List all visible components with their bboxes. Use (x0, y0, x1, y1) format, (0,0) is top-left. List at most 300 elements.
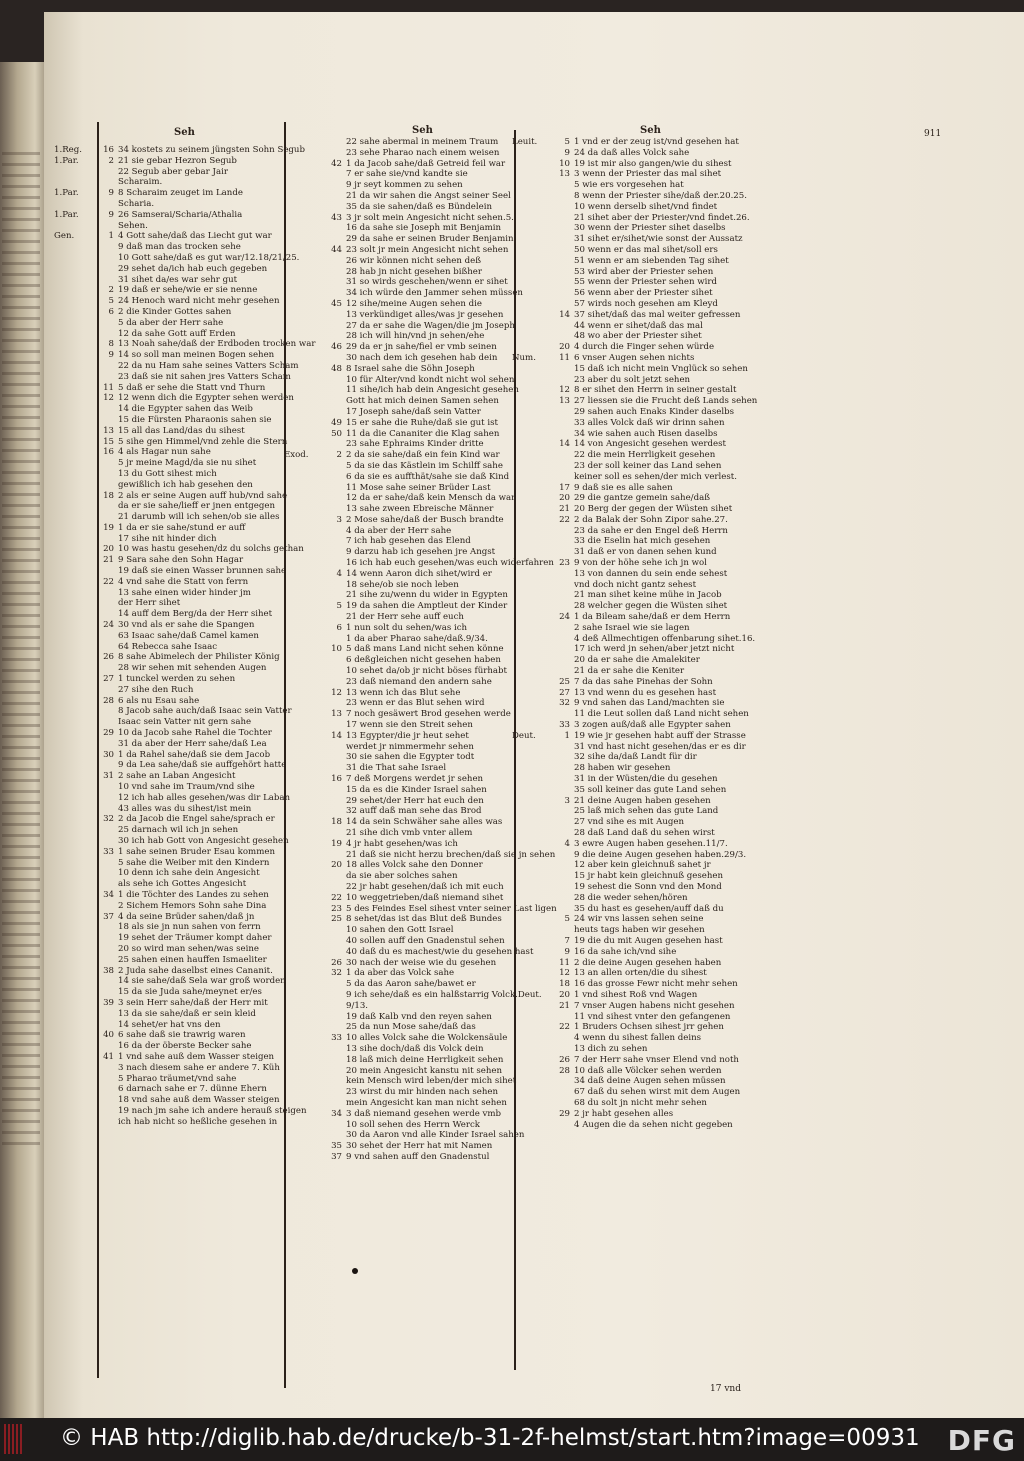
chapter-ref: 49 (331, 417, 342, 428)
chapter-ref: 26 (103, 652, 114, 663)
chapter-ref (324, 979, 346, 990)
chapter-ref: 25 (331, 914, 342, 925)
chapter-ref: 10 (559, 158, 570, 169)
chapter-ref (96, 1095, 118, 1106)
chapter-ref (552, 828, 574, 839)
chapter-ref (96, 1106, 118, 1117)
entry-text: 55 wenn der Priester sehen wird (574, 277, 717, 288)
entry-row (512, 871, 772, 882)
chapter-ref: 33 (103, 846, 114, 857)
chapter-ref: 14 (559, 309, 570, 320)
chapter-ref: 41 (103, 1051, 114, 1062)
chapter-ref (324, 267, 346, 278)
entry-row (284, 839, 514, 850)
chapter-ref: 13 (559, 396, 570, 407)
chapter-ref (552, 245, 574, 256)
chapter-ref (552, 267, 574, 278)
chapter-ref (96, 642, 118, 653)
entry-row (284, 1109, 514, 1120)
chapter-ref (324, 882, 346, 893)
chapter-ref (324, 580, 346, 591)
chapter-ref: 17 (559, 482, 570, 493)
entry-row (54, 760, 287, 771)
entry-text: 2 jr habt gesehen alles (574, 1108, 674, 1119)
book-ref (512, 472, 552, 483)
entry-row (54, 901, 282, 912)
chapter-ref: 32 (103, 814, 114, 825)
entry-text: 9 jr seyt kommen zu sehen (346, 180, 463, 191)
chapter-ref (96, 361, 118, 372)
chapter-ref (96, 825, 118, 836)
chapter-ref: 35 (331, 1141, 342, 1152)
book-ref (284, 914, 324, 925)
copyright-link[interactable]: © HAB http://diglib.hab.de/drucke/b-31-2f-helmst/start.htm?image=00931 (60, 1425, 920, 1451)
book-ref (284, 483, 324, 494)
entry-text: 21 sihe zu/wenn du wider in Egypten (346, 590, 508, 601)
chapter-ref: 23 (331, 903, 342, 914)
entry-text: 8 Scharaim zeuget im Lande (118, 188, 243, 199)
entry-row (512, 504, 772, 515)
entry-row (284, 666, 514, 677)
entry-row (284, 925, 514, 936)
chapter-ref: 2 (108, 285, 114, 296)
book-ref (512, 1044, 552, 1055)
entry-row (512, 148, 772, 159)
entry-text: 21 darumb will ich sehen/ob sie alles (118, 512, 280, 523)
entry-row (284, 796, 514, 807)
entry-row (54, 544, 304, 555)
chapter-ref (324, 148, 346, 159)
entry-text: 4 da aber der Herr sahe (346, 525, 452, 536)
entry-text: 56 wenn aber der Priester sihet (574, 288, 713, 299)
book-ref (284, 720, 324, 731)
entry-row (54, 188, 282, 199)
entry-row (512, 342, 772, 353)
book-ref (54, 242, 96, 253)
entry-row (54, 307, 282, 318)
entry-row (284, 396, 514, 407)
chapter-ref (324, 536, 346, 547)
entry-row (54, 814, 282, 825)
book-ref (54, 987, 96, 998)
entry-text: 44 wenn er sihet/daß das mal (574, 320, 703, 331)
book-ref (512, 763, 552, 774)
book-ref (512, 375, 552, 386)
book-ref (54, 912, 96, 923)
entry-text: 20 mein Angesicht kanstu nit sehen (346, 1065, 503, 1076)
entry-row (284, 321, 514, 332)
chapter-ref: 34 (331, 1108, 342, 1119)
entry-row (512, 439, 772, 450)
book-ref (512, 968, 552, 979)
entry-text: 15 da sie Juda sahe/meynet er/es (118, 987, 262, 998)
book-ref (54, 275, 96, 286)
book-ref (54, 491, 96, 502)
entry-text: 1 da aber das Volck sahe (346, 968, 455, 979)
book-ref (54, 825, 96, 836)
entry-row (54, 652, 282, 663)
entry-row (284, 709, 514, 720)
entry-text: 11 da die Cananiter die Klag sahen (346, 428, 500, 439)
entry-text: 5 jr meine Magd/da sie nu sihet (118, 458, 257, 469)
book-ref (284, 785, 324, 796)
book-ref (54, 890, 96, 901)
book-ref (512, 634, 552, 645)
book-ref (512, 180, 552, 191)
entry-row (54, 631, 282, 642)
entry-row (284, 860, 514, 871)
entry-text: 13 du Gott sihest mich (118, 468, 217, 479)
entry-row (512, 677, 772, 688)
entry-text: 18 als sie jn nun sahen von ferrn (118, 922, 261, 933)
book-ref (54, 264, 96, 275)
dfg-logo[interactable]: DFG (947, 1424, 1016, 1457)
entry-row (512, 385, 772, 396)
entry-row (284, 1152, 514, 1163)
entry-row (284, 353, 514, 364)
entry-row (512, 1044, 772, 1055)
entry-text: 28 haben wir gesehen (574, 763, 671, 774)
entry-row (54, 145, 305, 156)
chapter-ref: 20 (559, 342, 570, 353)
chapter-ref: 2 (108, 155, 114, 166)
chapter-ref (324, 828, 346, 839)
entry-row (284, 234, 514, 245)
entry-row (54, 426, 282, 437)
entry-row (54, 804, 282, 815)
book-ref (284, 1012, 324, 1023)
chapter-ref (324, 677, 346, 688)
entry-row (54, 976, 286, 987)
book-ref (54, 620, 96, 631)
entry-text: 8 wenn der Priester sihe/daß der.20.25. (574, 190, 747, 201)
entry-text: 14 die Egypter sahen das Weib (118, 404, 253, 415)
entry-text: 20 da er sahe die Amalekiter (574, 655, 700, 666)
entry-row (54, 555, 282, 566)
entry-text: 3 nach diesem sahe er andere 7. Küh (118, 1062, 280, 1073)
book-ref (284, 1001, 324, 1012)
chapter-ref (324, 1120, 346, 1131)
book-ref (512, 1055, 552, 1066)
entry-row (284, 720, 514, 731)
book-ref (284, 569, 324, 580)
entry-row (54, 771, 282, 782)
chapter-ref (324, 742, 346, 753)
entry-row (512, 688, 772, 699)
entry-row (54, 955, 282, 966)
book-ref: Leuit. (512, 137, 538, 147)
chapter-ref: 13 (559, 169, 570, 180)
book-ref (54, 393, 96, 404)
chapter-ref (552, 1120, 574, 1131)
entry-row (284, 936, 514, 947)
entry-text: 23 aber du solt jetzt sehen (574, 374, 691, 385)
chapter-ref (324, 752, 346, 763)
entry-row (512, 774, 772, 785)
entry-text: 7 der Herr sahe vnser Elend vnd noth (574, 1054, 739, 1065)
entry-row (54, 642, 282, 653)
chapter-ref: 24 (103, 620, 114, 631)
entry-row (284, 590, 514, 601)
chapter-ref: 18 (559, 979, 570, 990)
entry-row (284, 461, 514, 472)
entry-row (54, 350, 282, 361)
chapter-ref (552, 623, 574, 634)
entry-row (512, 277, 772, 288)
entry-row (512, 839, 772, 850)
entry-row (512, 256, 772, 267)
entry-row (54, 360, 299, 372)
book-ref (284, 331, 324, 342)
entry-row (284, 742, 514, 753)
chapter-ref (552, 774, 574, 785)
entry-text: vnd doch nicht gantz sehest (574, 579, 697, 590)
entry-row (284, 817, 514, 828)
entry-row (512, 299, 772, 310)
book-ref (54, 631, 96, 642)
book-ref (284, 245, 324, 256)
chapter-ref (552, 763, 574, 774)
entry-text: 25 darnach wil ich jn sehen (118, 825, 239, 836)
book-ref (284, 752, 324, 763)
entry-row (54, 318, 282, 329)
chapter-ref (552, 655, 574, 666)
entry-row (284, 169, 514, 180)
chapter-ref (324, 493, 346, 504)
book-ref (284, 1098, 324, 1109)
chapter-ref: 19 (331, 838, 342, 849)
entry-text: 4 wenn du sihest fallen deins (574, 1033, 702, 1044)
entry-row (54, 933, 282, 944)
entry-text: 25 laß mich sehen das gute Land (574, 806, 719, 817)
chapter-ref (324, 936, 346, 947)
entry-text: 4 jr habt gesehen/was ich (346, 838, 458, 849)
entry-row (54, 275, 282, 286)
entry-row (512, 493, 772, 504)
entry-row (284, 828, 514, 839)
entry-row (54, 739, 282, 750)
book-ref (512, 1076, 552, 1087)
entry-row (54, 728, 282, 739)
entry-text: 29 die gantze gemein sahe/daß (574, 493, 710, 504)
chapter-ref: 28 (103, 695, 114, 706)
entry-row (512, 213, 772, 224)
entry-row (512, 321, 772, 332)
book-ref (512, 914, 552, 925)
book-ref (54, 1074, 96, 1085)
entry-text: 6 vnser Augen sehen nichts (574, 352, 695, 363)
chapter-ref (324, 1130, 346, 1141)
entry-text: 31 so wirds geschehen/wenn er sihet (346, 277, 508, 288)
entry-row (512, 601, 772, 612)
entry-row (512, 644, 772, 655)
entry-text: 5 sahe die Weiber mit den Kindern (118, 857, 270, 868)
entry-text: 14 von Angesicht gesehen werdest (574, 439, 726, 450)
entry-text: 13 von dannen du sein ende sehest (574, 568, 728, 579)
entry-text: 24 wir vns lassen sehen seine (574, 914, 704, 925)
ink-dot (352, 1268, 358, 1274)
entry-row (512, 472, 772, 483)
entry-text: 29 da sahe er seinen Bruder Benjamin (346, 234, 514, 245)
entry-row (512, 1120, 772, 1131)
entry-text: 31 vnd hast nicht gesehen/das er es dir (574, 741, 746, 752)
chapter-ref (96, 922, 118, 933)
book-ref (284, 850, 324, 861)
entry-text: 10 wenn derselb sihet/vnd findet (574, 201, 718, 212)
chapter-ref (96, 879, 118, 890)
entry-row (284, 849, 556, 861)
book-ref (512, 785, 552, 796)
chapter-ref (96, 469, 118, 480)
chapter-ref (324, 202, 346, 213)
entry-text: 4 durch die Finger sehen würde (574, 342, 715, 353)
chapter-ref: 4 (564, 838, 570, 849)
entry-text: 1 Bruders Ochsen sihest jrr gehen (574, 1022, 724, 1033)
entry-text: 6 als nu Esau sahe (118, 695, 200, 706)
entry-text: 5 da das Aaron sahe/bawet er (346, 979, 476, 990)
entry-row (512, 623, 772, 634)
entry-text: 11 die Leut sollen daß Land nicht sehen (574, 709, 749, 720)
book-ref (54, 739, 96, 750)
entry-row (284, 159, 514, 170)
chapter-ref (552, 590, 574, 601)
entry-row (54, 717, 282, 728)
book-ref (54, 922, 96, 933)
chapter-ref (96, 275, 118, 286)
entry-row (54, 944, 282, 955)
entry-row (54, 1020, 282, 1031)
entry-text: 19 daß sie einen Wasser brunnen sahe (118, 566, 287, 577)
book-ref (512, 666, 552, 677)
entry-row (512, 731, 772, 742)
book-ref (284, 148, 324, 159)
hab-logo-icon[interactable] (4, 1424, 24, 1454)
entry-row (54, 156, 282, 167)
book-ref (512, 558, 552, 569)
book-ref (512, 839, 552, 850)
entry-text: 1 da Jacob sahe/daß Getreid feil war (346, 158, 506, 169)
entry-text: 30 da Aaron vnd alle Kinder Israel sahen (346, 1130, 525, 1141)
entry-text: 7 da das sahe Pinehas der Sohn (574, 676, 713, 687)
book-ref (512, 677, 552, 688)
entry-row (284, 191, 514, 202)
entry-text: 2 da sie sahe/daß ein fein Kind war (346, 450, 500, 461)
chapter-ref (96, 739, 118, 750)
entry-row (512, 450, 772, 461)
book-ref (284, 234, 324, 245)
entry-text: 19 die du mit Augen gesehen hast (574, 935, 723, 946)
entry-row (54, 480, 282, 491)
chapter-ref (96, 793, 118, 804)
entry-text: 15 daß ich nicht mein Vnglück so sehen (574, 363, 748, 374)
book-ref (512, 925, 552, 936)
entry-row (512, 1001, 772, 1012)
book-ref (54, 437, 96, 448)
chapter-ref (96, 242, 118, 253)
chapter-ref (324, 288, 346, 299)
chapter-ref (324, 547, 346, 558)
entry-text: 2 Juda sahe daselbst eines Cananit. (118, 965, 273, 976)
chapter-ref (552, 580, 574, 591)
chapter-ref (324, 796, 346, 807)
chapter-ref: 22 (103, 576, 114, 587)
book-ref (284, 1152, 324, 1163)
chapter-ref (324, 137, 346, 148)
book-ref (512, 396, 552, 407)
entry-row (284, 785, 514, 796)
book-ref (512, 277, 552, 288)
entry-text: 21 sie gebar Hezron Segub (118, 155, 237, 166)
entry-text: 16 da der öberste Becker sahe (118, 1041, 252, 1052)
book-ref (54, 1095, 96, 1106)
book-ref (54, 1106, 96, 1117)
chapter-ref: 26 (331, 957, 342, 968)
entry-row (54, 264, 282, 275)
book-ref (284, 580, 324, 591)
entry-row (512, 1087, 772, 1098)
chapter-ref: 22 (331, 892, 342, 903)
chapter-ref (552, 1087, 574, 1098)
entry-text: 20 Berg der gegen der Wüsten sihet (574, 504, 733, 515)
entry-text: 3 ewre Augen haben gesehen.11/7. (574, 838, 728, 849)
book-ref (54, 339, 96, 350)
entry-text: 3 sein Herr sahe/daß der Herr mit (118, 997, 268, 1008)
entry-text: 19 sehest die Sonn vnd den Mond (574, 881, 722, 892)
chapter-ref (552, 213, 574, 224)
entry-text: 5 da sie das Kästlein im Schilff sahe (346, 460, 503, 471)
entry-row (284, 1130, 525, 1141)
entry-row (284, 558, 554, 569)
entry-text: 32 auff daß man sehe das Brod (346, 806, 482, 817)
book-ref (512, 461, 552, 472)
chapter-ref (552, 882, 574, 893)
book-ref (284, 277, 324, 288)
entry-row (54, 1074, 282, 1085)
entry-text: 11 vnd sihest vnter den gefangenen (574, 1011, 731, 1022)
chapter-ref (96, 944, 118, 955)
book-ref (284, 159, 324, 170)
entry-row (512, 817, 772, 828)
entry-row (54, 706, 292, 717)
chapter-ref (324, 461, 346, 472)
entry-text: 2 sahe an Laban Angesicht (118, 771, 236, 782)
entry-row (512, 515, 772, 526)
chapter-ref: 20 (331, 860, 342, 871)
entry-text: 11 sihe/ich hab dein Angesicht gesehen (346, 385, 519, 396)
entry-row (284, 698, 514, 709)
book-ref (54, 696, 96, 707)
book-ref (512, 817, 552, 828)
entry-row (54, 566, 287, 577)
entry-text: 29 sehet da/ich hab euch gegeben (118, 263, 268, 274)
chapter-ref (324, 277, 346, 288)
chapter-ref (552, 547, 574, 558)
page-number: 911 (924, 129, 942, 139)
book-ref (284, 871, 324, 882)
book-ref (54, 458, 96, 469)
entry-row (54, 436, 288, 448)
chapter-ref: 32 (559, 698, 570, 709)
book-ref (284, 742, 324, 753)
book-ref: 1.Par. (54, 209, 79, 220)
chapter-ref: 30 (103, 749, 114, 760)
chapter-ref (324, 1044, 346, 1055)
entry-text: 9 von der höhe sehe ich jn wol (574, 558, 707, 569)
book-ref (512, 223, 552, 234)
entry-text: 23 daß sie nit sahen jres Vatters Scham (118, 371, 291, 382)
entry-text: 35 du hast es gesehen/auff daß du (574, 903, 724, 914)
entry-text: 21 da wir sahen die Angst seiner Seel (346, 190, 511, 201)
